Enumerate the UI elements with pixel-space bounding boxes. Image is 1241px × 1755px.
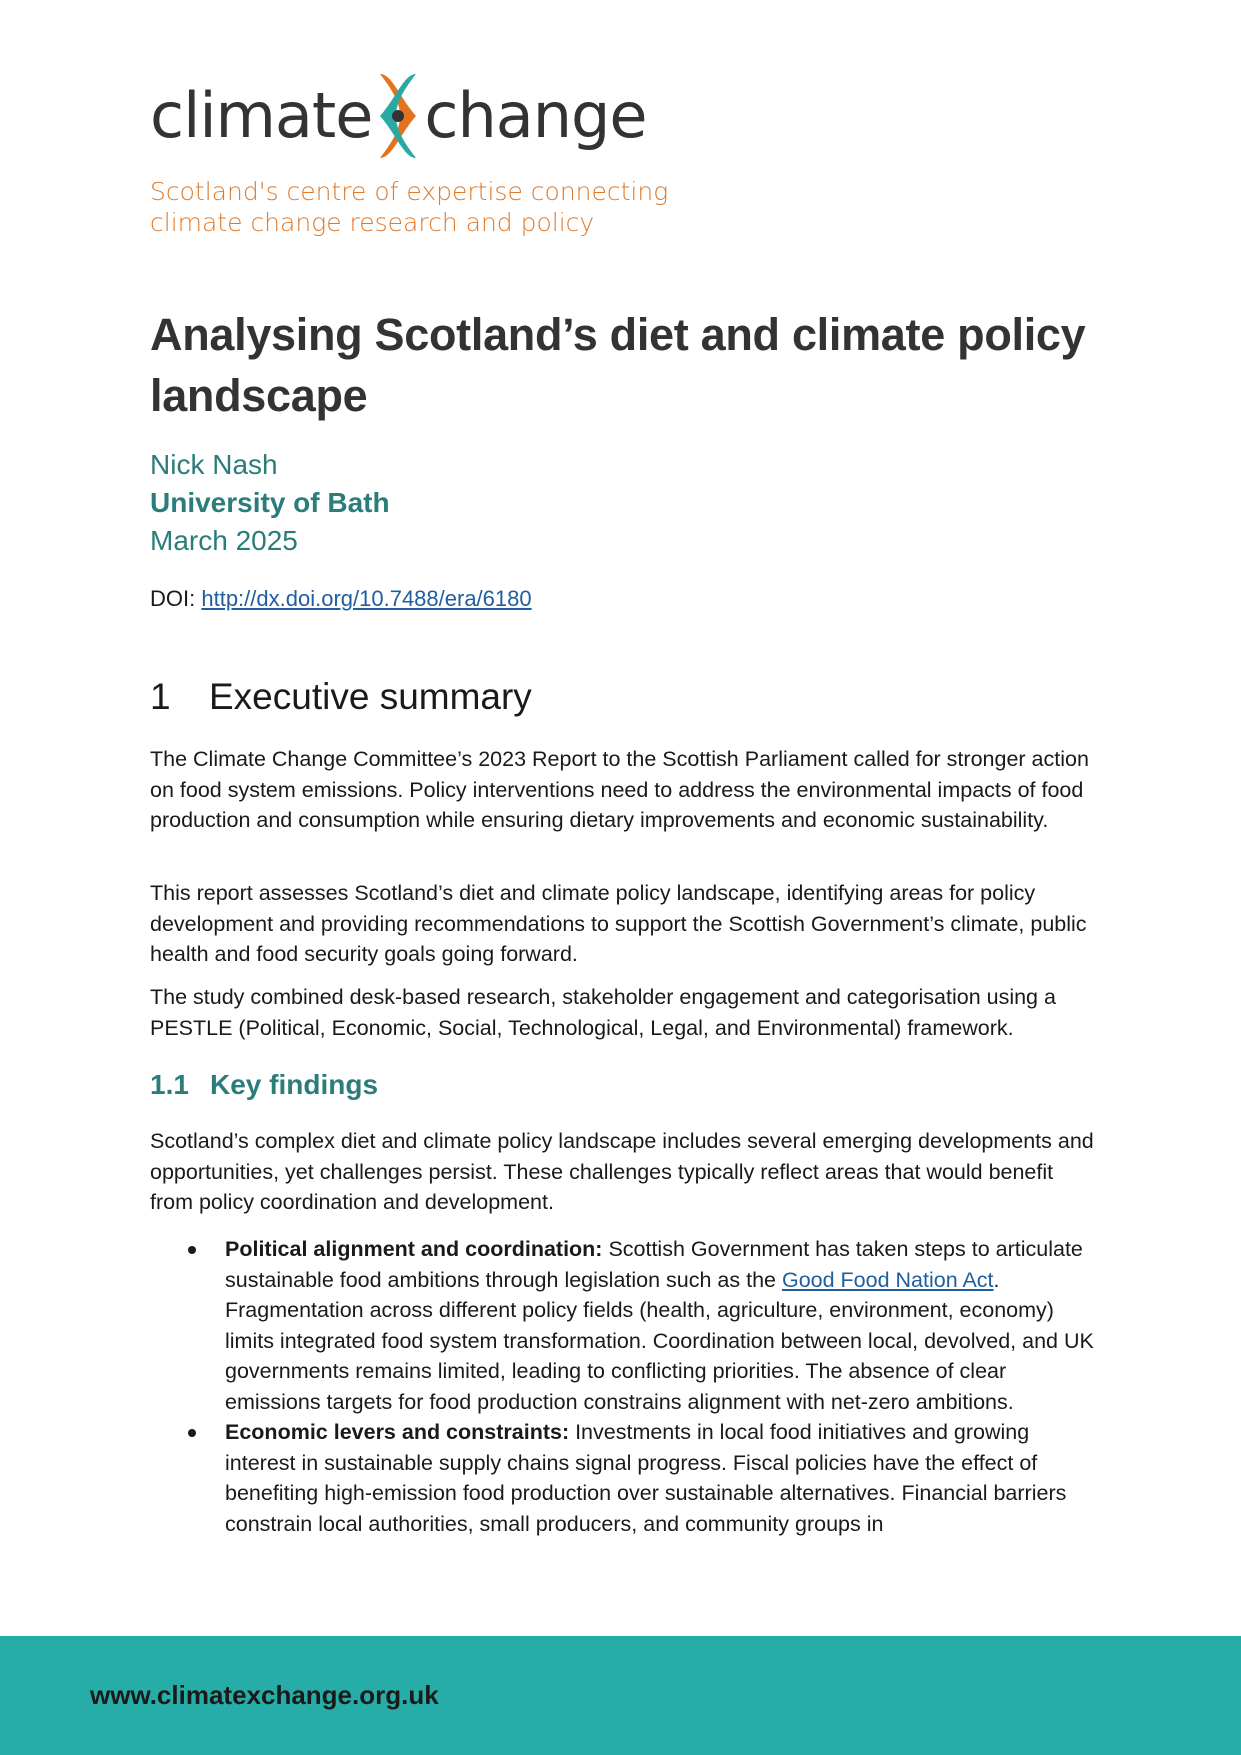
key-findings-intro: Scotland’s complex diet and climate policy landscape includes several emerging developments and opportunities, yet challenges persist. These challenges typically reflect areas that would benefit from policy coordination and development. bbox=[150, 1129, 1094, 1214]
summary-paragraph: This report assesses Scotland’s diet and climate policy landscape, identifying areas for policy development and providing recommendations to support the Scottish Government’s climate, public health and food security goals going forward. bbox=[150, 881, 1087, 966]
finding-text: Investments in local food initiatives and growing interest in sustainable supply chains signal progress. Fiscal policies have the effect of benefiting high-emission food production over sustainable alternatives. Financial barriers constrain local authorities, small producers, and community groups in bbox=[225, 1420, 1067, 1536]
section-heading-key-findings bbox=[150, 1069, 378, 1101]
subsection-number: 1.1 bbox=[150, 1069, 189, 1100]
logo-x-icon bbox=[366, 70, 430, 162]
finding-heading: Political alignment and coordination: bbox=[225, 1237, 603, 1261]
logo-tagline bbox=[150, 176, 710, 238]
subsection-title: Key findings bbox=[210, 1069, 379, 1100]
climatexchange-logo bbox=[150, 70, 710, 238]
doi-label: DOI: bbox=[150, 586, 196, 611]
tagline-line-1: Scotland's centre of expertise connecting bbox=[150, 177, 669, 206]
author-block bbox=[150, 446, 390, 560]
summary-paragraph: The study combined desk-based research, stakeholder engagement and categorisation using a PESTLE (Political, Economic, Social, Technological, Legal, and Environmental) framework. bbox=[150, 985, 1056, 1040]
list-item bbox=[150, 1417, 1095, 1539]
section-number: 1 bbox=[150, 676, 171, 717]
doi-line bbox=[150, 586, 532, 612]
logo-word-change: change bbox=[424, 79, 647, 152]
summary-paragraph: The Climate Change Committee’s 2023 Report to the Scottish Parliament called for stronger action on food system emissions. Policy interventions need to address the environmental impacts of food production and consumption while ensuring dietary improvements and economic sustainability. bbox=[150, 747, 1089, 832]
author-name: Nick Nash bbox=[150, 449, 278, 480]
publication-date: March 2025 bbox=[150, 525, 298, 556]
finding-text: Scottish Government has taken steps to articulate sustainable food ambitions through legislation such as the bbox=[225, 1237, 1083, 1292]
key-findings-list bbox=[150, 1234, 1095, 1539]
tagline-line-2: climate change research and policy bbox=[150, 208, 595, 237]
doi-link[interactable]: http://dx.doi.org/10.7488/era/6180 bbox=[201, 586, 532, 611]
bullet-icon bbox=[188, 1246, 196, 1254]
footer-website-url[interactable]: www.climatexchange.org.uk bbox=[90, 1680, 439, 1710]
good-food-nation-act-link[interactable]: Good Food Nation Act bbox=[781, 1267, 994, 1292]
footer-band bbox=[0, 1636, 1241, 1755]
document-title: Analysing Scotland’s diet and climate policy landscape bbox=[150, 309, 1086, 421]
list-item bbox=[150, 1234, 1095, 1417]
author-organisation: University of Bath bbox=[150, 487, 390, 518]
section-heading-executive-summary bbox=[150, 676, 532, 718]
finding-heading: Economic levers and constraints: bbox=[225, 1420, 570, 1444]
bullet-icon bbox=[188, 1429, 196, 1437]
finding-text: . Fragmentation across different policy fields (health, agriculture, environment, economy) limits integrated food system transformation. Coordination between local, devolved, and UK governments remains limited, leading to conflicting priorities. The absence of clear emissions targets for food production constrains alignment with net-zero ambitions. bbox=[225, 1267, 1094, 1414]
logo-word-climate: climate bbox=[150, 79, 373, 152]
section-title: Executive summary bbox=[209, 676, 532, 717]
